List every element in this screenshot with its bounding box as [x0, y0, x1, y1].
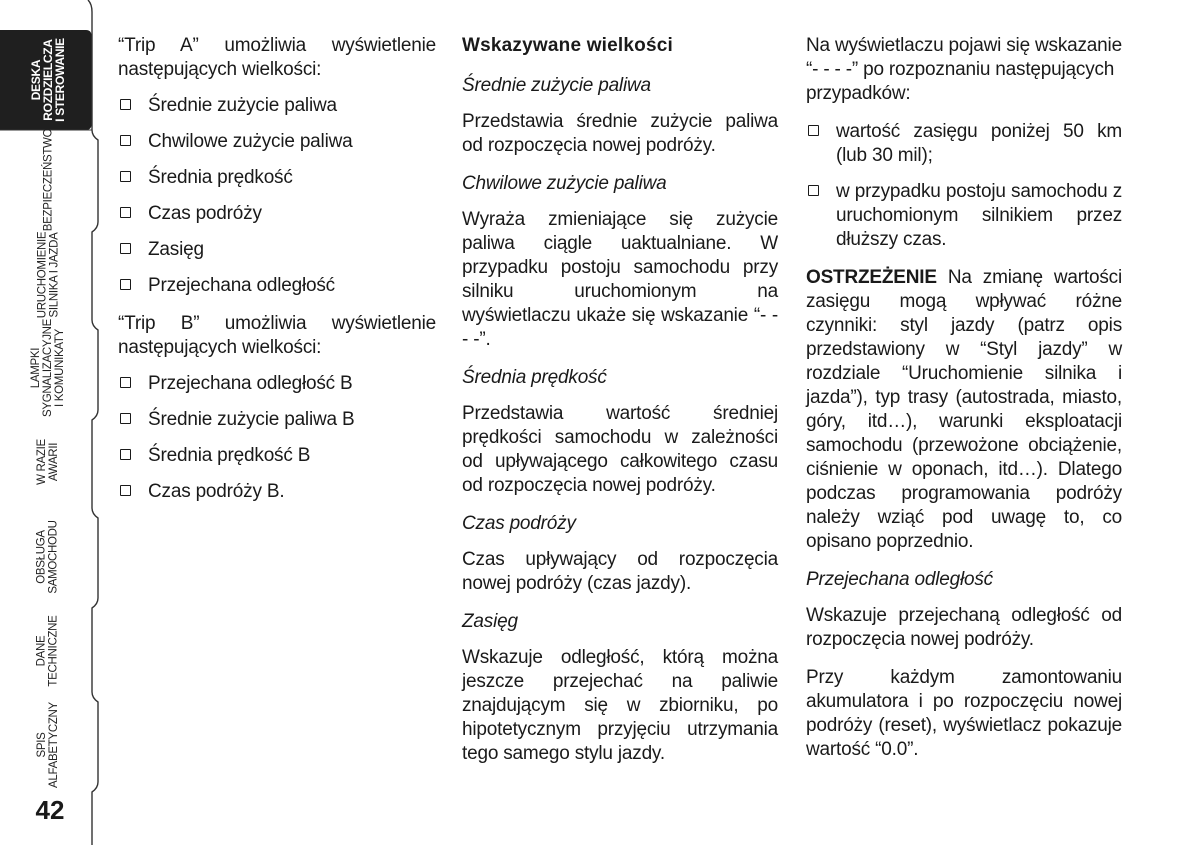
list-item: Zasięg: [118, 238, 436, 262]
checkbox-bullet-icon: [120, 413, 131, 424]
column-2: [462, 34, 778, 778]
list-item: Średnia prędkość: [118, 166, 436, 190]
warning-paragraph: [806, 266, 1122, 554]
section-heading: Wskazywane wielkości: [462, 35, 673, 56]
chapter-tabs: [0, 0, 100, 845]
checkbox-bullet-icon: [120, 243, 131, 254]
subheading-travel-time: Czas podróży: [462, 513, 576, 534]
subheading-instant-consumption: Chwilowe zużycie paliwa: [462, 173, 667, 194]
checkbox-bullet-icon: [120, 279, 131, 290]
tab-lampki[interactable]: LAMPKI SYGNALIZACYJNE I KOMUNIKATY: [30, 318, 66, 418]
list-item: Chwilowe zużycie paliwa: [118, 130, 436, 154]
paragraph: Wskazuje odległość, którą można jeszcze przejechać na paliwie znajdującym się w zbiorniku, po hipotetycznym przyjęciu utrzymania tego samego stylu jazdy.: [462, 647, 778, 764]
subheading-range: Zasięg: [462, 611, 518, 632]
subheading-avg-speed: Średnia prędkość: [462, 367, 607, 388]
checkbox-bullet-icon: [808, 185, 819, 196]
paragraph: Przy każdym zamontowaniu akumulatora i po rozpoczęciu nowej podróży (reset), wyświetlacz pokazuje wartość “0.0”.: [806, 667, 1122, 760]
paragraph: Przedstawia średnie zużycie paliwa od rozpoczęcia nowej podróży.: [462, 111, 778, 156]
checkbox-bullet-icon: [120, 135, 131, 146]
paragraph: Czas upływający od rozpoczęcia nowej podróży (czas jazdy).: [462, 549, 778, 594]
trip-b-list: [118, 372, 436, 504]
checkbox-bullet-icon: [120, 449, 131, 460]
checkbox-bullet-icon: [120, 485, 131, 496]
tab-spis-alfabetyczny[interactable]: SPIS ALFABETYCZNY: [36, 702, 60, 788]
paragraph: Wskazuje przejechaną odległość od rozpoczęcia nowej podróży.: [806, 605, 1122, 650]
checkbox-bullet-icon: [120, 207, 131, 218]
tab-dane-techniczne[interactable]: DANE TECHNICZNE: [36, 615, 60, 687]
trip-a-intro: “Trip A” umożliwia wyświetlenie następujących wielkości:: [118, 35, 436, 80]
tab-uruchomienie[interactable]: URUCHOMIENIE SILNIKA I JAZDA: [36, 231, 60, 319]
subheading-avg-consumption: Średnie zużycie paliwa: [462, 75, 651, 96]
warning-label: OSTRZEŻENIE: [806, 267, 937, 288]
subheading-distance: Przejechana odległość: [806, 569, 993, 590]
list-item: w przypadku postoju samochodu z uruchomionym silnikiem przez dłuższy czas.: [806, 180, 1122, 252]
warning-text: Na zmianę wartości zasięgu mogą wpływać różne czynniki: styl jazdy (patrz opis przedstawiony w “Styl jazdy” w rozdziale “Uruchomienie silnika i jazda”), typ trasy (autostrada, miasto, góry, itd…), warunki eksploatacji samochodu (przewożone obciążenie, ciśnienie w oponach, itd…). Dlatego podczas programowania podróży należy wziąć pod uwagę to, co opisano poprzednio.: [806, 267, 1122, 552]
paragraph: Przedstawia wartość średniej prędkości samochodu w zależności od upływającego całkowitego czasu od rozpoczęcia nowej podróży.: [462, 403, 778, 496]
list-item: Czas podróży B.: [118, 480, 436, 504]
tab-w-razie-awarii[interactable]: W RAZIE AWARII: [35, 439, 60, 485]
list-item: Średnia prędkość B: [118, 444, 436, 468]
checkbox-bullet-icon: [120, 171, 131, 182]
paragraph: Na wyświetlaczu pojawi się wskazanie “- - - -” po rozpoznaniu następujących przypadków:: [806, 35, 1122, 104]
tab-deska-rozdzielcza[interactable]: DESKA ROZDZIELCZA I STEROWANIE: [29, 38, 67, 122]
column-1: [118, 34, 436, 518]
checkbox-bullet-icon: [808, 125, 819, 136]
list-item: Średnie zużycie paliwa B: [118, 408, 436, 432]
paragraph: Wyraża zmieniające się zużycie paliwa ciągle uaktualniane. W przypadku postoju samochodu przy silniku uruchomionym na wyświetlaczu ukaże się wskazanie “- - - -”.: [462, 209, 778, 350]
list-item: wartość zasięgu poniżej 50 km (lub 30 mil);: [806, 120, 1122, 168]
list-item: Przejechana odległość: [118, 274, 436, 298]
checkbox-bullet-icon: [120, 99, 131, 110]
page-number: 42: [35, 795, 65, 825]
list-item: Czas podróży: [118, 202, 436, 226]
trip-b-intro: “Trip B” umożliwia wyświetlenie następujących wielkości:: [118, 313, 436, 358]
range-conditions-list: [806, 120, 1122, 252]
checkbox-bullet-icon: [120, 377, 131, 388]
tab-obsluga[interactable]: OBSŁUGA SAMOCHODU: [36, 520, 60, 594]
trip-a-list: [118, 94, 436, 298]
list-item: Przejechana odległość B: [118, 372, 436, 396]
tab-bezpieczenstwo[interactable]: BEZPIECZEŃSTWO: [42, 128, 55, 232]
list-item: Średnie zużycie paliwa: [118, 94, 436, 118]
column-3: [806, 34, 1122, 774]
